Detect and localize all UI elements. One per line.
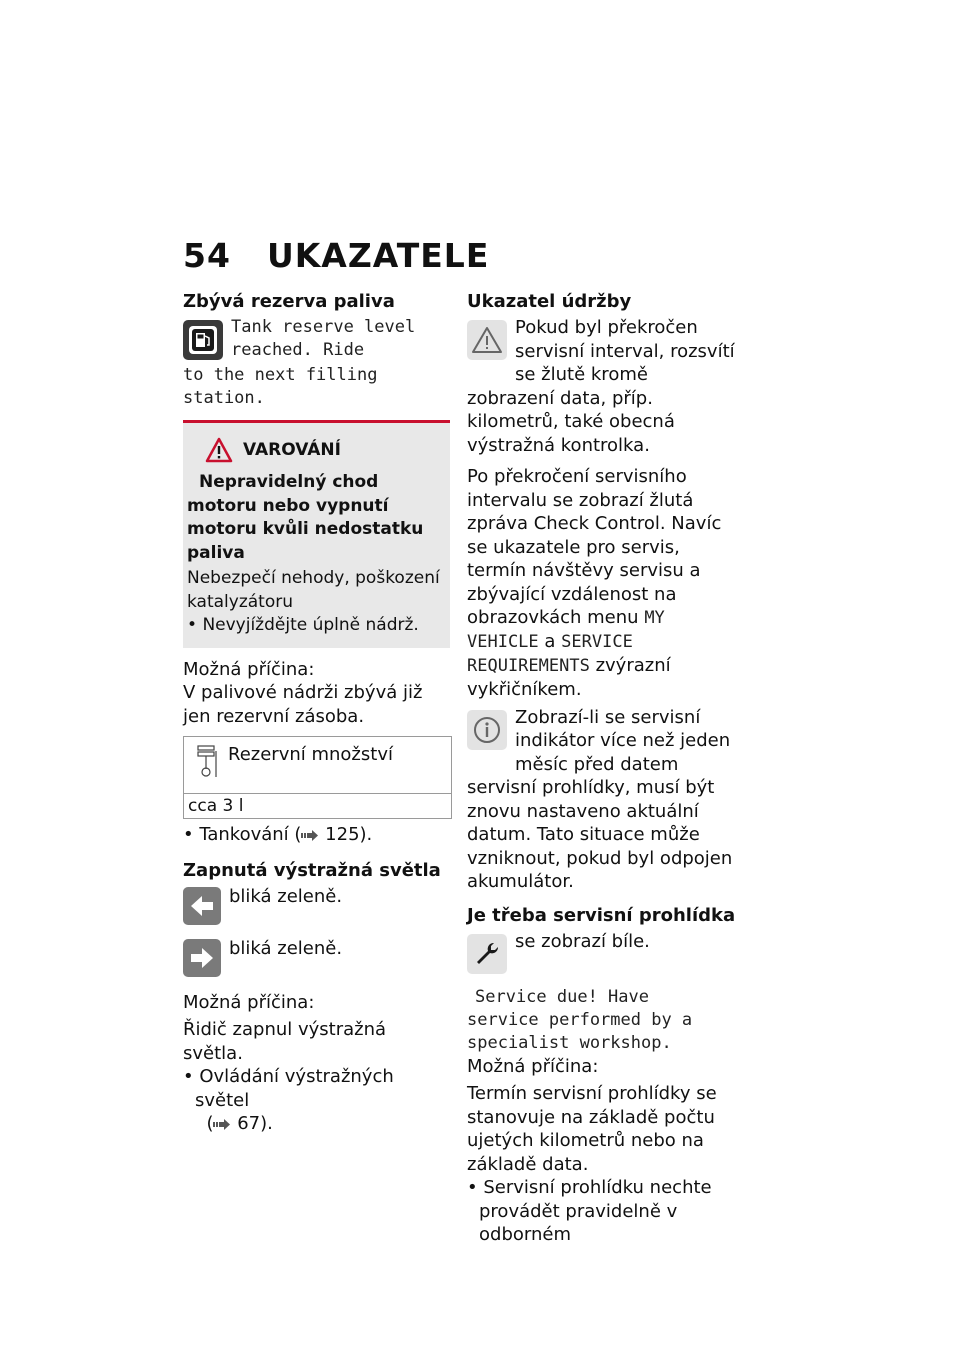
wrench-text: se zobrazí bíle. <box>515 930 650 952</box>
warning-title <box>205 437 446 463</box>
fuel-reserve-icon <box>184 737 228 793</box>
service-due-message-line: specialist workshop. <box>467 1032 672 1053</box>
general-warning-icon <box>467 320 507 360</box>
service-due-message-line: Service due! Have <box>475 986 649 1007</box>
right-column <box>467 290 737 1247</box>
service-due-message-line: service performed by a <box>467 1009 693 1030</box>
service-due-bullet-text: Servisní prohlídku nechte provádět pravidelně v odborném <box>479 1177 712 1245</box>
right-blink-text: bliká zeleně. <box>229 937 343 959</box>
warning-triangle-icon <box>205 437 233 463</box>
menu-my-vehicle: MY VEHICLE <box>467 608 665 652</box>
reserve-table-header <box>184 737 451 794</box>
menu-service-requirements: SERVICE REQUIREMENTS <box>467 632 633 676</box>
hazard-heading: Zapnutá výstražná světla <box>183 859 441 881</box>
service-heading: Ukazatel údržby <box>467 291 632 312</box>
refuel-text: Tankování ( <box>199 824 302 845</box>
cause-label-2: Možná příčina: <box>183 991 315 1013</box>
service-due-heading: Je třeba servisní prohlídka <box>467 904 736 926</box>
service-paragraph-1: Pokud byl překročen servisní interval, rozsvítí se žlutě kromě zobrazení data, příp. kilometrů, také obecná výstražná kontrolka. <box>467 317 735 456</box>
page-number: 54 <box>183 236 231 275</box>
cause-label: Možná příčina: <box>183 658 315 680</box>
fuel-message-line: reached. Ride <box>231 340 365 360</box>
fuel-pump-icon <box>183 320 223 360</box>
warning-bullet: • Nevyjíždějte úplně nádrž. <box>187 615 419 635</box>
hazard-control-text: Ovládání výstražných světel <box>195 1066 394 1111</box>
warning-label: VAROVÁNÍ <box>243 440 341 460</box>
service-due-cause: Termín servisní prohlídky se stanovuje na základě počtu ujetých kilometrů nebo na základě data. <box>467 1083 717 1175</box>
arrow-left-icon <box>183 887 221 925</box>
fuel-message-line: station. <box>183 388 265 408</box>
reserve-table-value: cca 3 l <box>188 796 244 816</box>
wrench-icon <box>467 934 507 974</box>
info-icon <box>467 710 507 750</box>
service-paragraph-2 <box>467 465 737 702</box>
hazard-cause: Řidič zapnul výstražná světla. <box>183 1019 387 1064</box>
service-paragraph-2-end: zvýrazní vykřičníkem. <box>467 655 671 700</box>
warning-box <box>183 420 450 648</box>
conjunction: a <box>544 631 556 652</box>
refuel-page: 125). <box>325 824 373 845</box>
refuel-link[interactable]: • Tankování ( 125). <box>183 824 373 845</box>
left-blink-text: bliká zeleně. <box>229 885 343 907</box>
info-text: Zobrazí-li se servisní indikátor více než jeden měsíc před datem servisní prohlídky, musí být znovu nastaveno aktuální datum. Tato situace může vzniknout, pokud byl odpojen akumulátor. <box>467 706 733 892</box>
warning-bold: Nepravidelný chod motoru nebo vypnutí motoru kvůli nedostatku paliva <box>187 472 424 563</box>
cause-text: V palivové nádrži zbývá již jen rezervní zásoba. <box>183 682 423 727</box>
hazard-page: 67). <box>237 1113 273 1134</box>
reserve-table <box>183 736 452 819</box>
left-indicator-row <box>183 885 450 929</box>
fuel-heading: Zbývá rezerva paliva <box>183 291 395 312</box>
service-due-message <box>467 986 737 1055</box>
arrow-right-icon <box>183 939 221 977</box>
warning-bullet-text: Nevyjíždějte úplně nádrž. <box>202 615 419 635</box>
warning-text: Nebezpečí nehody, poškození katalyzátoru <box>187 568 440 612</box>
fuel-message <box>183 316 450 410</box>
fuel-message-line: to the next filling <box>183 365 378 385</box>
reserve-table-header-text: Rezervní množství <box>228 744 393 765</box>
hazard-control-link[interactable]: • Ovládání výstražných světel ( 67). <box>183 1066 394 1134</box>
page-header <box>183 236 489 275</box>
fuel-message-line: Tank reserve level <box>231 317 416 337</box>
cause-label-right: Možná příčina: <box>467 1055 599 1077</box>
right-indicator-row <box>183 937 450 981</box>
page-ref-arrow-icon <box>301 830 319 841</box>
left-column <box>183 290 450 1136</box>
service-due-bullet: • Servisní prohlídku nechte provádět pravidelně v odborném <box>467 1177 712 1245</box>
chapter-title: UKAZATELE <box>266 236 490 275</box>
service-paragraph-2-text: Po překročení servisního intervalu se zobrazí žlutá zpráva Check Control. Navíc se ukazatele pro servis, termín návštěvy servisu a zbývající vzdálenost na obrazovkách menu <box>467 466 722 628</box>
page-ref-arrow-icon <box>213 1119 231 1130</box>
